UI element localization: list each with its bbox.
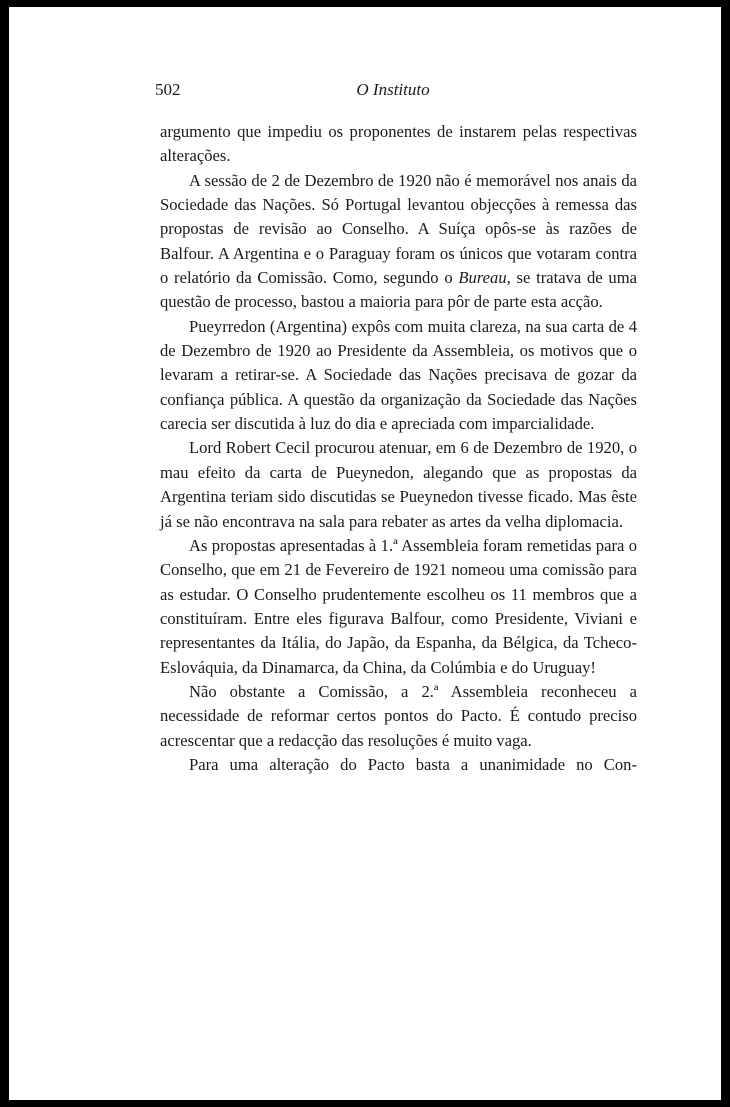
body-text (160, 120, 637, 777)
paragraph-2-text-after: , se tratava de uma questão de processo, bastou a maioria para pôr de parte esta acção. (160, 268, 637, 312)
paragraph-6: Não obstante a Comissão, a 2.ª Assembleia reconheceu a necessidade de reformar certos pontos do Pacto. É contudo preciso acrescentar que a redacção das resoluções é muito vaga. (160, 681, 637, 750)
book-page (9, 7, 721, 1100)
paragraph-3: Pueyrredon (Argentina) expôs com muita clareza, na sua carta de 4 de Dezembro de 1920 ao Presidente da Assembleia, os motivos que o levaram a retirar-se. A Sociedade das Nações precisava de gozar da confiança pública. A questão da organização da Sociedade das Nações carecia ser discutida à luz do dia e apreciada com imparcialidade. (160, 316, 637, 434)
paragraph-2-italic: Bureau (458, 268, 507, 288)
paragraph-2 (160, 169, 637, 315)
paragraph-2-text-before: A sessão de 2 de Dezembro de 1920 não é memorável nos anais da Sociedade das Nações. Só Portugal levantou objecções à remessa das propostas de revisão ao Conselho. A Suíça opôs-se às razões de Balfour. A Argentina e o Paraguay foram os únicos que votaram contra o relatório da Comissão. Como, segundo o (160, 170, 637, 288)
page-number: 502 (155, 80, 181, 99)
paragraph-1: argumento que impediu os proponentes de instarem pelas respectivas alterações. (160, 122, 637, 166)
paragraph-4: Lord Robert Cecil procurou atenuar, em 6 de Dezembro de 1920, o mau efeito da carta de Pueynedon, alegando que as propostas da Argentina teriam sido discutidas se Pueynedon tivesse ficado. Mas êste já se não encontrava na sala para rebater as artes da velha diplomacia. (160, 438, 637, 531)
paragraph-7: Para uma alteração do Pacto basta a unanimidade no Con- (189, 754, 637, 774)
running-title: O Instituto (356, 80, 430, 99)
page-header (155, 80, 631, 104)
paragraph-5: As propostas apresentadas à 1.ª Assembleia foram remetidas para o Conselho, que em 21 de Fevereiro de 1921 nomeou uma comissão para as estudar. O Conselho prudentemente escolheu os 11 membros que a constituíram. Entre eles figurava Balfour, como Presidente, Viviani e representantes da Itália, do Japão, da Espanha, da Bélgica, da Tcheco-Eslováquia, da Dinamarca, da China, da Colúmbia e do Uruguay! (160, 535, 637, 677)
